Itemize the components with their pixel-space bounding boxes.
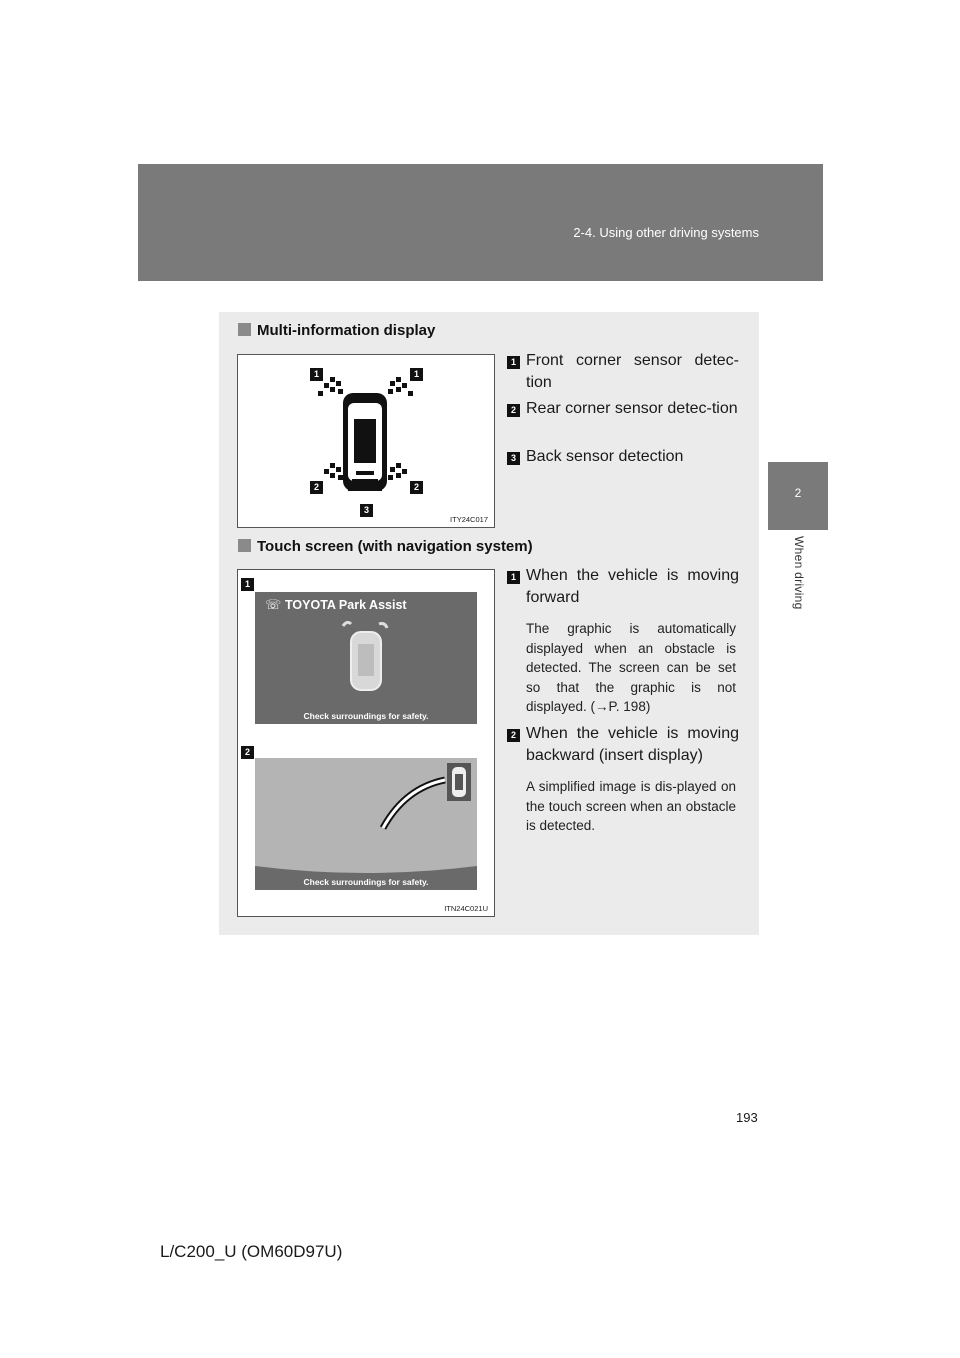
- callout-badge: 1: [241, 578, 254, 591]
- callout-badge: 2: [410, 481, 423, 494]
- figure-code: ITN24C021U: [444, 904, 488, 913]
- list-item: [507, 446, 739, 468]
- callout-badge: 2: [241, 746, 254, 759]
- item-text: Back sensor detection: [526, 448, 684, 465]
- screen-title: TOYOTA Park Assist: [285, 598, 407, 612]
- list-item: [507, 350, 739, 394]
- vehicle-graphic: [255, 592, 477, 724]
- item-text: When the vehicle is moving forward: [526, 567, 739, 606]
- callout-badge: 1: [310, 368, 323, 381]
- heading-text: Multi-information display: [257, 322, 436, 339]
- section-heading-multi-info: [238, 322, 435, 339]
- car-sensor-diagram: [238, 355, 494, 527]
- page-number: 193: [736, 1110, 758, 1125]
- item-detail: The graphic is automatically displayed when an obstacle is detected. The screen can be set so that the graphic is not displayed. (→P. 198): [526, 621, 736, 714]
- rear-view-graphic: [255, 758, 477, 890]
- insert-display-screen: [255, 758, 477, 890]
- chapter-label: When driving: [792, 536, 806, 610]
- park-assist-screen: [255, 592, 477, 724]
- touch-screen-figure: [237, 569, 495, 917]
- square-bullet-icon: [238, 539, 251, 552]
- item-badge: 2: [507, 729, 520, 742]
- list-item: [507, 398, 739, 420]
- figure-code: ITY24C017: [450, 515, 488, 524]
- section-title: 2-4. Using other driving systems: [573, 225, 759, 240]
- item-text: Rear corner sensor detec-tion: [526, 400, 738, 417]
- item-badge: 2: [507, 404, 520, 417]
- callout-badge: 3: [360, 504, 373, 517]
- manual-code: L/C200_U (OM60D97U): [160, 1242, 343, 1261]
- list-item: [507, 565, 739, 609]
- chapter-tab: [768, 462, 828, 530]
- item-badge: 1: [507, 571, 520, 584]
- callout-badge: 1: [410, 368, 423, 381]
- rear-right-sensor-icon: [388, 463, 407, 480]
- heading-text: Touch screen (with navigation system): [257, 538, 533, 555]
- section-heading-touch-screen: [238, 538, 533, 555]
- multi-info-figure: [237, 354, 495, 528]
- item-text: When the vehicle is moving backward (insert display): [526, 725, 739, 764]
- item-badge: 1: [507, 356, 520, 369]
- list-item: [507, 723, 739, 767]
- square-bullet-icon: [238, 323, 251, 336]
- header-band: [138, 164, 823, 281]
- callout-badge: 2: [310, 481, 323, 494]
- item-badge: 3: [507, 452, 520, 465]
- item-text: Front corner sensor detec-tion: [526, 352, 739, 391]
- screen-footer: Check surroundings for safety.: [303, 877, 429, 887]
- rear-left-sensor-icon: [324, 463, 343, 480]
- item-detail: A simplified image is dis-played on the touch screen when an obstacle is detected.: [526, 779, 736, 833]
- chapter-number: 2: [794, 486, 802, 500]
- park-assist-icon: ☏: [265, 597, 282, 612]
- car-cabin: [354, 419, 376, 463]
- screen-footer: Check surroundings for safety.: [303, 711, 429, 721]
